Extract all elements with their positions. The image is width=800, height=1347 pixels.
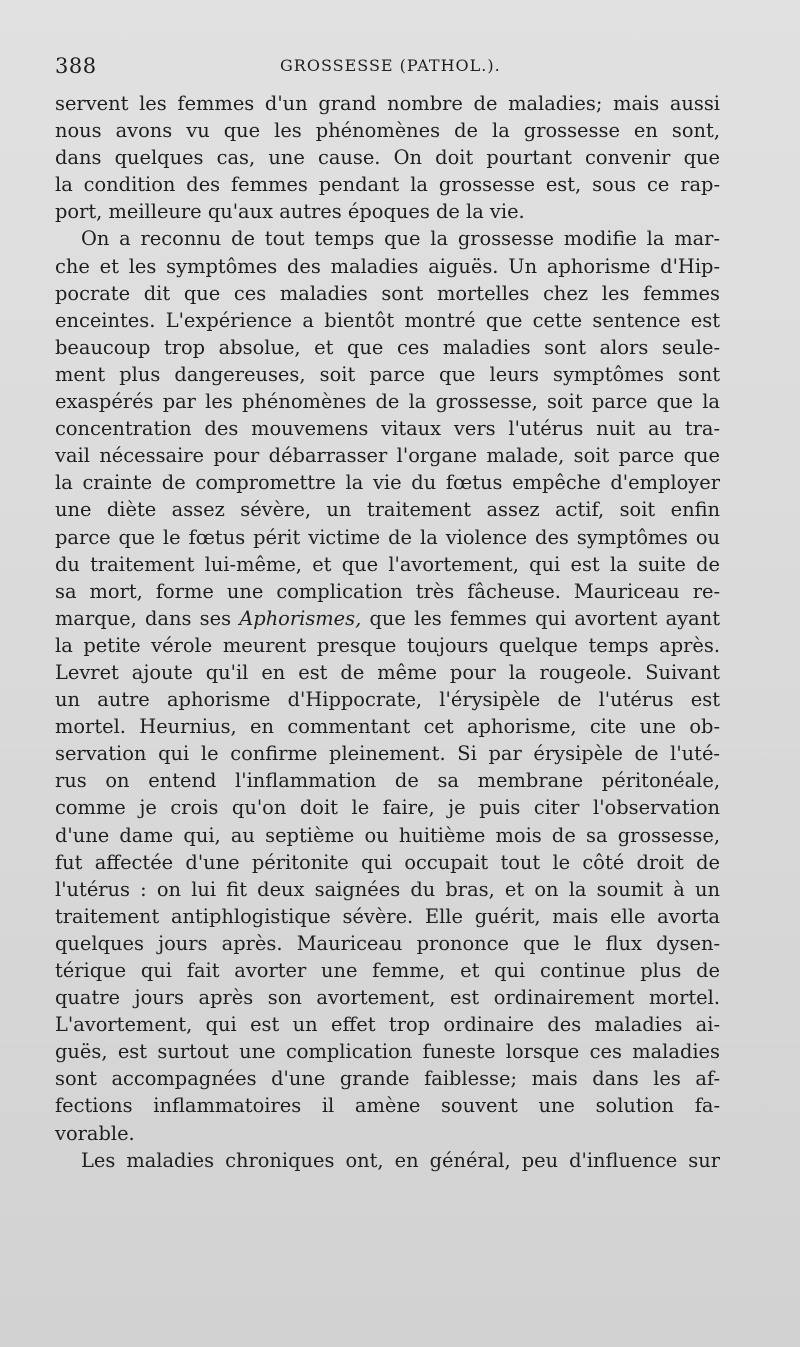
text-line: mortel. Heurnius, en commentant cet aphorisme, cite une ob- (55, 715, 720, 739)
running-title: GROSSESSE (PATHOL.). (280, 56, 501, 75)
text-line: vail nécessaire pour débarrasser l'organe malade, soit parce que (55, 444, 720, 468)
text-line: du traitement lui-même, et que l'avortement, qui est la suite de (55, 552, 720, 576)
text-line: marque, dans ses Aphorismes, que les femmes qui avortent ayant (55, 606, 721, 630)
text-line: la crainte de compromettre la vie du fœtus empêche d'employer (55, 471, 720, 495)
text-line: térique qui fait avorter une femme, et qui continue plus de (55, 959, 720, 982)
italic-title: Aphorismes, (239, 606, 362, 630)
text-line: enceintes. L'expérience a bientôt montré que cette sentence est (55, 308, 720, 332)
text-line: che et les symptômes des maladies aiguës. Un aphorisme d'Hip- (55, 254, 720, 278)
text-line: quatre jours après son avortement, est ordinairement mortel. (55, 986, 720, 1010)
text-line: quelques jours après. Mauriceau prononce que le flux dysen- (55, 931, 720, 955)
text-line: la condition des femmes pendant la grossesse est, sous ce rap- (55, 173, 720, 197)
text-line: beaucoup trop absolue, et que ces maladies sont alors seule- (55, 335, 720, 359)
text-line: pocrate dit que ces maladies sont mortelles chez les femmes (55, 281, 720, 305)
text-line: vorable. (55, 1121, 135, 1145)
text-line: port, meilleure qu'aux autres époques de la vie. (55, 200, 525, 224)
text-line: fut affectée d'une péritonite qui occupait tout le côté droit de (55, 850, 720, 874)
text-line: dans quelques cas, une cause. On doit pourtant convenir que (55, 146, 720, 170)
text-line: d'une dame qui, au septième ou huitième mois de sa grossesse, (55, 823, 720, 847)
text-line: concentration des mouvemens vitaux vers l'utérus nuit au tra- (55, 417, 720, 441)
body-text (55, 90, 720, 1174)
text-line: une diète assez sévère, un traitement assez actif, soit enfin (55, 498, 720, 522)
text-line: la petite vérole meurent presque toujours quelque temps après. (55, 633, 720, 657)
text-line: traitement antiphlogistique sévère. Elle guérit, mais elle avorta (55, 904, 720, 928)
page-number: 388 (55, 54, 97, 78)
text-line: rus on entend l'inflammation de sa membrane péritonéale, (55, 769, 720, 793)
text-line: un autre aphorisme d'Hippocrate, l'érysipèle de l'utérus est (55, 688, 720, 712)
text-line: servent les femmes d'un grand nombre de maladies; mais aussi (55, 92, 720, 115)
text-line: Levret ajoute qu'il en est de même pour la rougeole. Suivant (55, 660, 720, 684)
text-line: fections inflammatoires il amène souvent une solution fa- (55, 1094, 720, 1118)
text-line: nous avons vu que les phénomènes de la grossesse en sont, (55, 119, 720, 143)
text-line: parce que le fœtus périt victime de la violence des symptômes ou (55, 525, 720, 549)
text-line: servation qui le confirme pleinement. Si par érysipèle de l'uté- (55, 742, 720, 766)
text-line: ment plus dangereuses, soit parce que leurs symptômes sont (55, 362, 720, 386)
page-header (55, 54, 720, 84)
text-line: On a reconnu de tout temps que la grossesse modifie la mar- (81, 227, 720, 251)
text-line: Les maladies chroniques ont, en général, peu d'influence sur (81, 1148, 720, 1172)
text-line: exaspérés par les phénomènes de la grossesse, soit parce que la (55, 390, 720, 414)
text-line: sa mort, forme une complication très fâcheuse. Mauriceau re- (55, 579, 720, 603)
text-line: comme je crois qu'on doit le faire, je puis citer l'observation (55, 796, 720, 820)
text-line: guës, est surtout une complication funeste lorsque ces maladies (55, 1040, 720, 1064)
text-line: sont accompagnées d'une grande faiblesse; mais dans les af- (55, 1067, 720, 1091)
text-line: L'avortement, qui est un effet trop ordinaire des maladies ai- (55, 1013, 720, 1037)
text-line: l'utérus : on lui fit deux saignées du bras, et on la soumit à un (55, 877, 720, 901)
